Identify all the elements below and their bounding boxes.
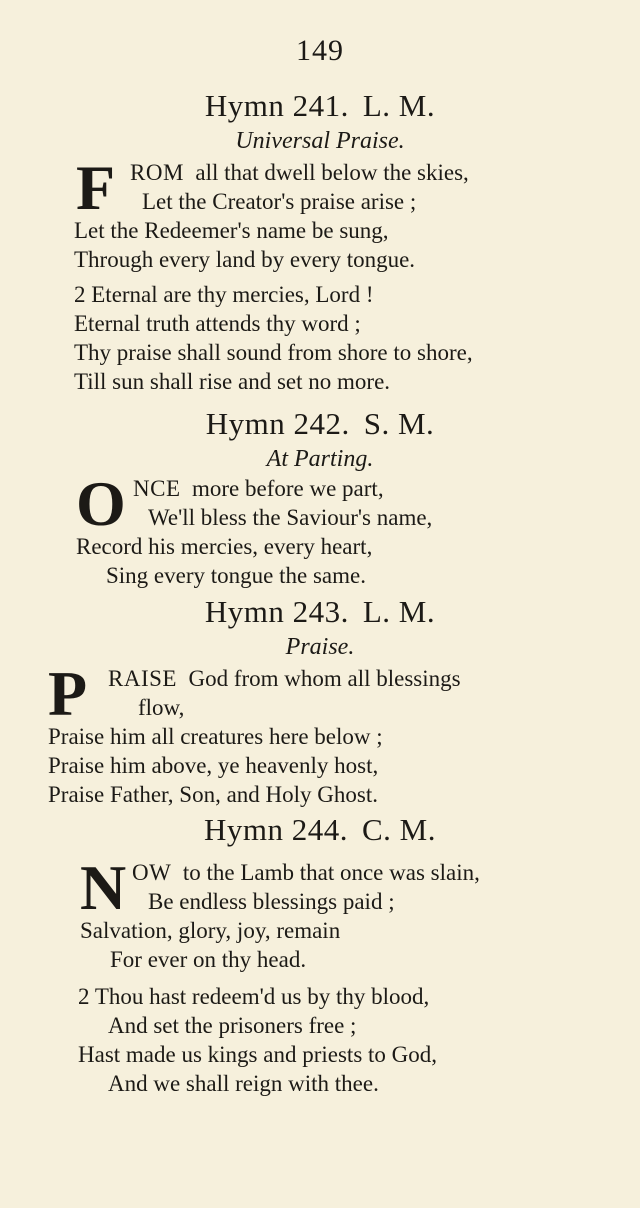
verse-line: Be endless blessings paid ; bbox=[148, 889, 395, 914]
verse-1 bbox=[0, 658, 640, 809]
verse-1 bbox=[0, 468, 640, 590]
verse-line: Eternal truth attends thy word ; bbox=[74, 311, 361, 336]
hymn-244 bbox=[0, 812, 640, 1098]
hymn-title bbox=[0, 88, 640, 124]
verse-1 bbox=[0, 852, 640, 974]
verse-line: Record his mercies, every heart, bbox=[76, 534, 373, 559]
verse-line: Through every land by every tongue. bbox=[74, 247, 416, 272]
hymn-meter: L. M. bbox=[362, 88, 436, 123]
hymn-number: Hymn 243. bbox=[204, 594, 349, 629]
hymn-subtitle: Universal Praise. bbox=[235, 128, 405, 154]
hymn-242 bbox=[0, 406, 640, 590]
drop-cap: O bbox=[76, 468, 126, 539]
hymn-meter: C. M. bbox=[362, 812, 436, 847]
hymn-number: Hymn 244. bbox=[204, 812, 348, 847]
verse-line: For ever on thy head. bbox=[110, 947, 307, 972]
verse-line bbox=[0, 664, 640, 693]
hymn-243 bbox=[0, 594, 640, 809]
verse-line: Let the Creator's praise arise ; bbox=[142, 189, 417, 214]
hymn-meter: S. M. bbox=[363, 406, 435, 441]
verse-line: 2 Eternal are thy mercies, Lord ! bbox=[74, 282, 374, 307]
hymn-subtitle: Praise. bbox=[285, 634, 355, 660]
verse-2 bbox=[0, 280, 640, 396]
verse-2 bbox=[0, 982, 640, 1098]
verse-line: Praise him all creatures here below ; bbox=[48, 724, 383, 749]
verse-line: Sing every tongue the same. bbox=[106, 563, 366, 588]
first-line-rest: more before we part, bbox=[192, 476, 384, 501]
first-word-rest: OW bbox=[132, 860, 172, 885]
first-line-rest: God from whom all blessings bbox=[188, 666, 461, 691]
drop-cap: P bbox=[48, 658, 88, 729]
first-word-rest: NCE bbox=[133, 476, 181, 501]
drop-cap: N bbox=[80, 852, 127, 923]
verse-line: Salvation, glory, joy, remain bbox=[80, 918, 341, 943]
hymn-meter: L. M. bbox=[362, 594, 436, 629]
verse-line: Praise him above, ye heavenly host, bbox=[48, 753, 379, 778]
verse-line: And set the prisoners free ; bbox=[108, 1013, 357, 1038]
verse-line: We'll bless the Saviour's name, bbox=[148, 505, 433, 530]
hymn-241 bbox=[0, 88, 640, 396]
drop-cap: F bbox=[76, 152, 116, 223]
hymn-number: Hymn 242. bbox=[205, 406, 350, 441]
hymn-subtitle: At Parting. bbox=[266, 446, 374, 472]
hymn-title bbox=[0, 594, 640, 630]
verse-line: Thy praise shall sound from shore to shore, bbox=[74, 340, 473, 365]
verse-line: Till sun shall rise and set no more. bbox=[74, 369, 391, 394]
hymn-title bbox=[0, 812, 640, 848]
first-line-rest: to the Lamb that once was slain, bbox=[182, 860, 480, 885]
page-number: 149 bbox=[296, 34, 344, 67]
verse-1 bbox=[0, 152, 640, 274]
hymn-number: Hymn 241. bbox=[204, 88, 349, 123]
verse-line: Let the Redeemer's name be sung, bbox=[74, 218, 389, 243]
verse-line: 2 Thou hast redeem'd us by thy blood, bbox=[78, 984, 430, 1009]
verse-line: flow, bbox=[138, 695, 185, 720]
verse-line: Hast made us kings and priests to God, bbox=[78, 1042, 438, 1067]
first-line-rest: all that dwell below the skies, bbox=[195, 160, 469, 185]
verse-line: And we shall reign with thee. bbox=[108, 1071, 379, 1096]
verse-line: Praise Father, Son, and Holy Ghost. bbox=[48, 782, 378, 807]
first-word-rest: RAISE bbox=[108, 666, 177, 691]
first-word-rest: ROM bbox=[130, 160, 184, 185]
hymn-title bbox=[0, 406, 640, 442]
